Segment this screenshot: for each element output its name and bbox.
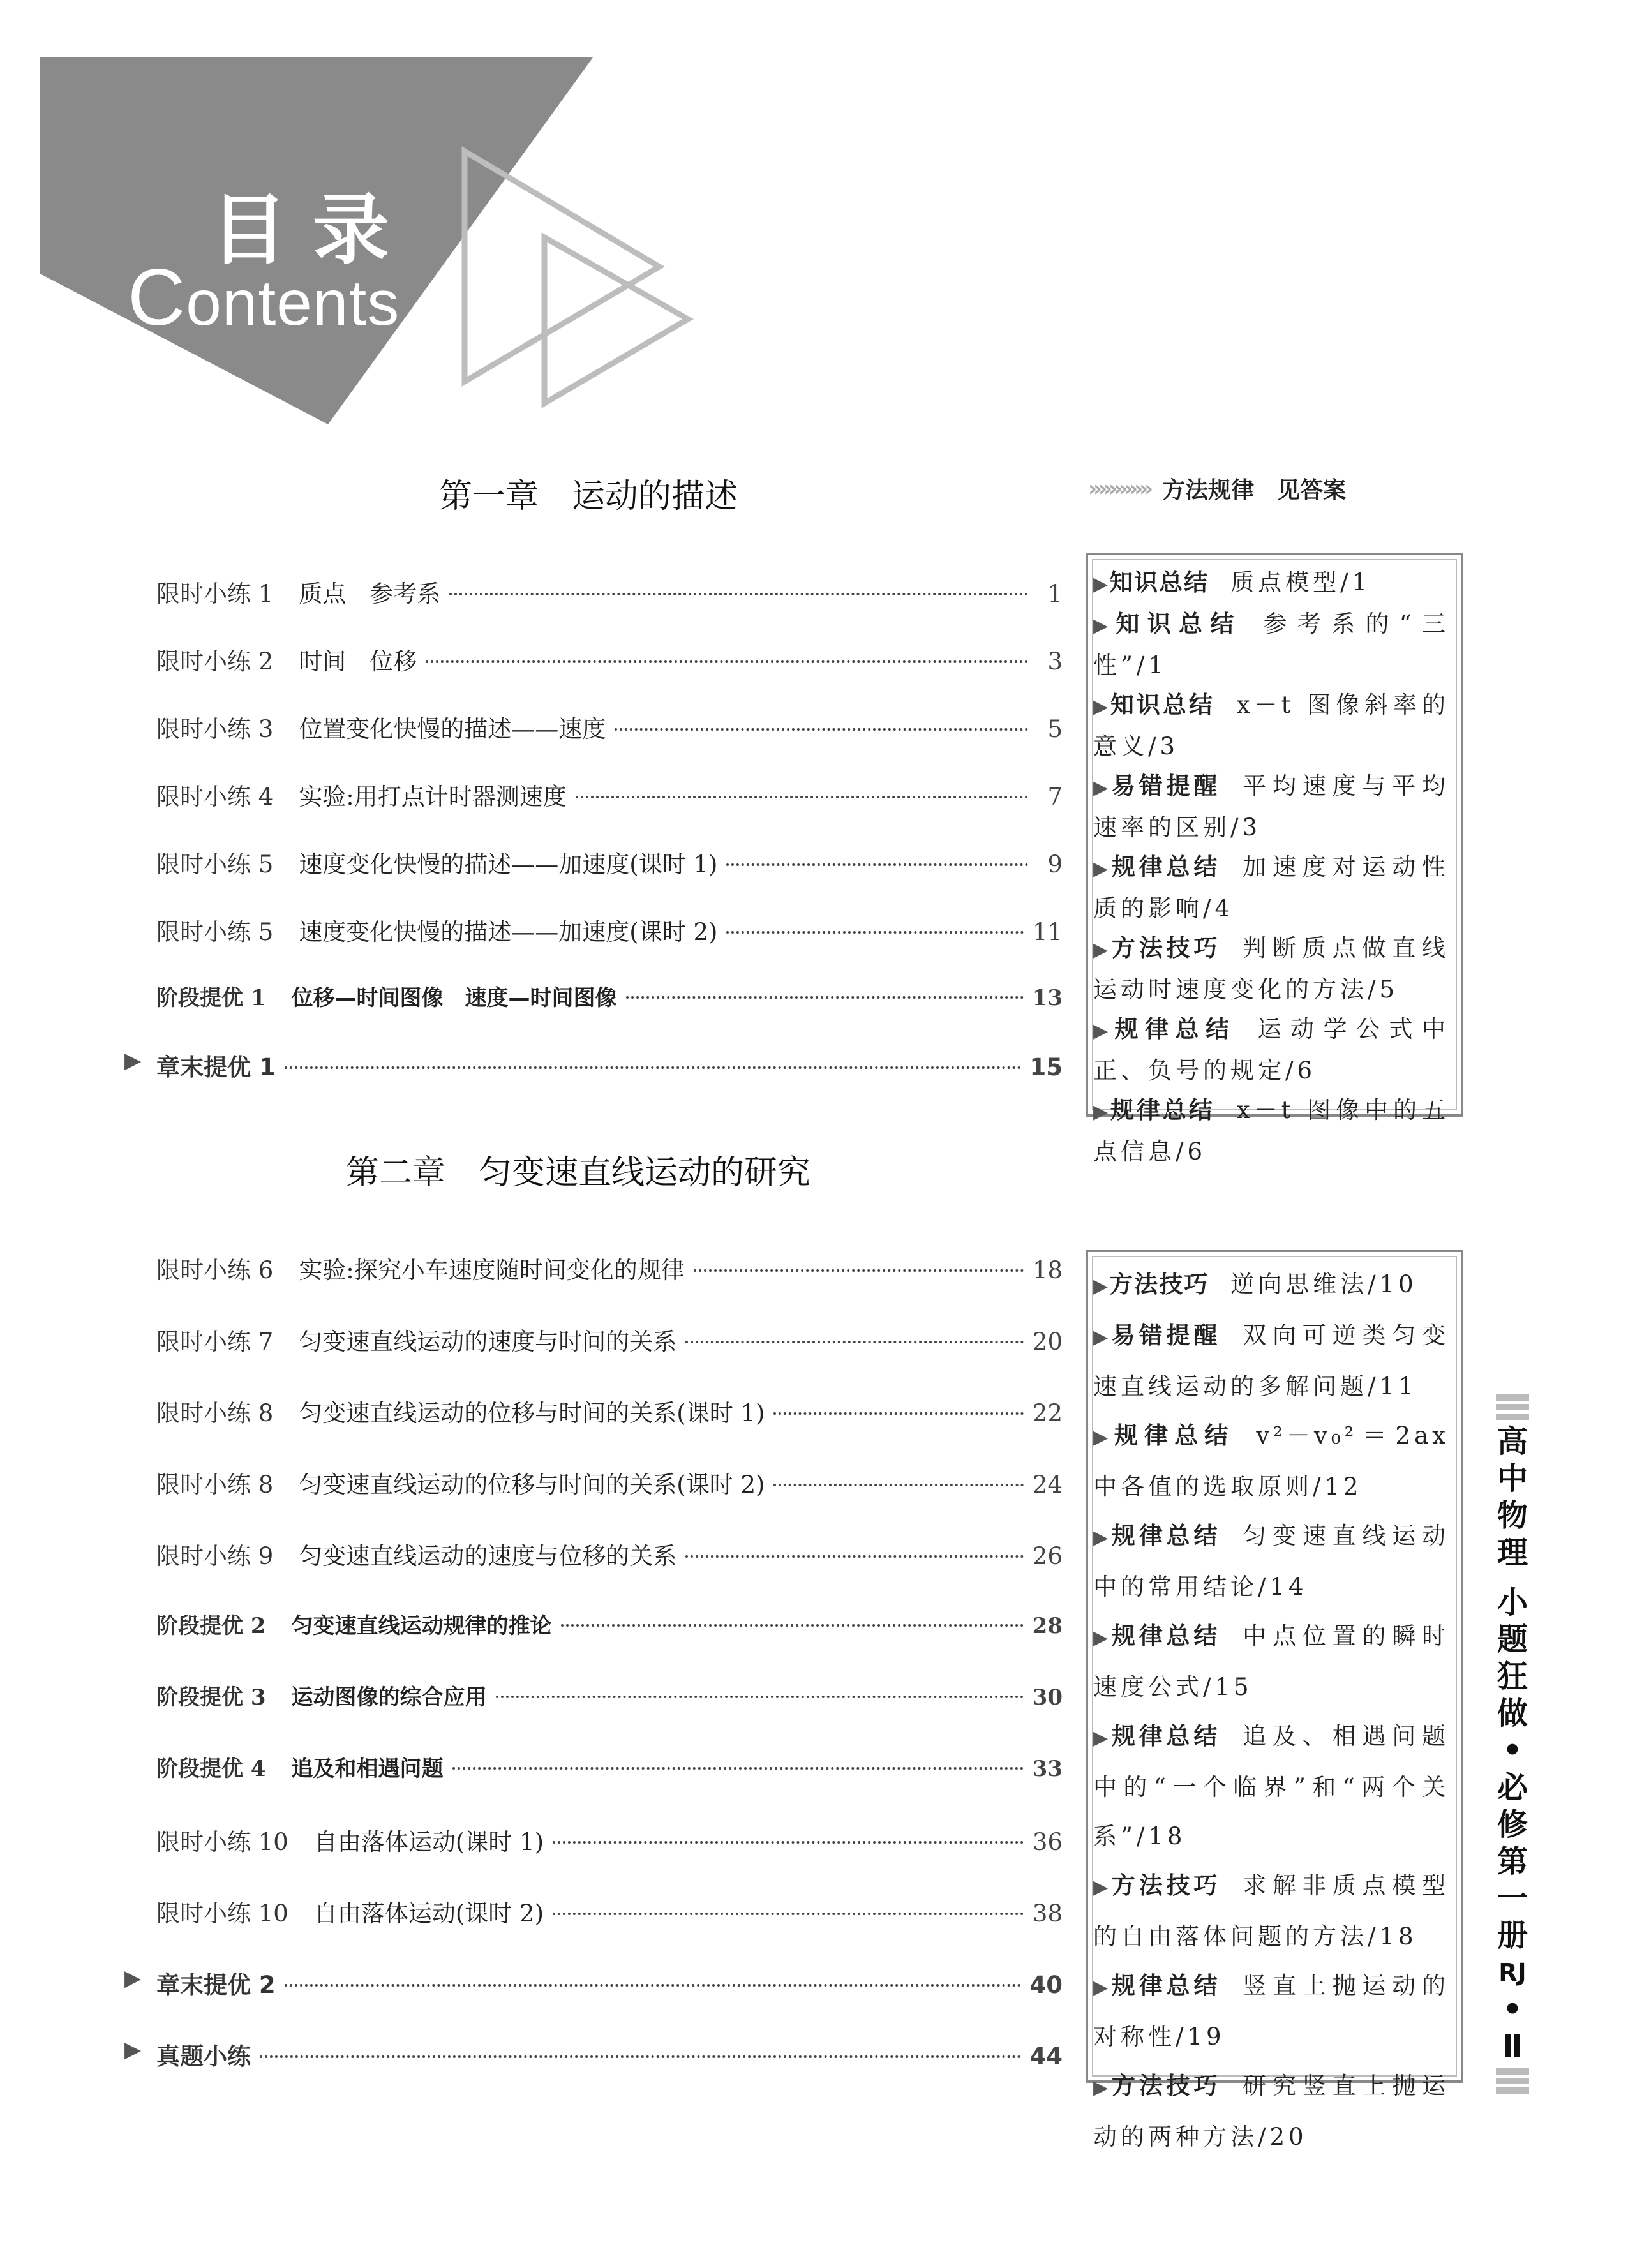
toc-entry[interactable]	[156, 845, 1063, 879]
toc-label: 章末提优 1	[156, 1054, 276, 1081]
note-item	[1093, 604, 1449, 685]
note-text: 中点位置的瞬时速度公式/15	[1093, 1622, 1450, 1701]
toc-entry[interactable]	[156, 1680, 1063, 1711]
toc-entry[interactable]	[156, 1751, 1063, 1782]
decor-bars	[1496, 1391, 1529, 1423]
leader-dots	[452, 1767, 1024, 1770]
triangle-icon: ▶	[1093, 1627, 1110, 1649]
toc-page: 38	[1032, 1900, 1063, 1927]
toc-entry[interactable]	[156, 1537, 1063, 1571]
triangle-icon: ▶	[1093, 2077, 1110, 2099]
toc-label: 阶段提优 4	[156, 1756, 266, 1782]
note-item	[1093, 1260, 1449, 1311]
toc-page: 33	[1032, 1756, 1063, 1782]
toc-label: 限时小练 8	[156, 1399, 274, 1427]
note-kind: 知识总结	[1110, 691, 1215, 719]
toc-title: 匀变速直线运动规律的推论	[291, 1613, 552, 1639]
toc-entry[interactable]	[124, 2037, 1063, 2071]
side-label-char: 做	[1497, 1696, 1528, 1731]
leader-dots	[260, 2055, 1021, 2058]
note-item	[1093, 1712, 1449, 1861]
side-label-char: 必	[1497, 1770, 1528, 1805]
toc-label: 阶段提优 1	[156, 985, 266, 1011]
toc-entry[interactable]	[156, 1465, 1063, 1500]
note-item	[1093, 1411, 1449, 1511]
toc-entry[interactable]	[156, 1894, 1063, 1929]
toc-page: 26	[1032, 1542, 1063, 1570]
toc-title: 速度变化快慢的描述——加速度(课时 1)	[299, 851, 718, 878]
note-text: x－t 图像中的五点信息/6	[1093, 1096, 1450, 1165]
toc-title: 匀变速直线运动的速度与位移的关系	[299, 1542, 677, 1570]
toc-label: 限时小练 5	[156, 851, 274, 878]
toc-title: 匀变速直线运动的位移与时间的关系(课时 1)	[299, 1399, 765, 1427]
toc-page: 7	[1047, 783, 1063, 810]
note-text: 判断质点做直线运动时速度变化的方法/5	[1093, 934, 1450, 1003]
leader-dots	[496, 1696, 1024, 1698]
side-label-char: 狂	[1497, 1659, 1528, 1694]
leader-dots	[553, 1913, 1024, 1915]
toc-label: 限时小练 10	[156, 1900, 288, 1927]
decor-bars	[1496, 2065, 1529, 2097]
toc-label: 限时小练 3	[156, 715, 274, 743]
triangle-icon: ▶	[1093, 939, 1110, 961]
toc-entry[interactable]	[156, 1823, 1063, 1857]
triangle-icon: ▶	[124, 1048, 142, 1073]
note-text: 双向可逆类匀变速直线运动的多解问题/11	[1093, 1322, 1450, 1400]
toc-label: 阶段提优 3	[156, 1685, 266, 1710]
answer-note: ›››››››››››› 方法规律 见答案	[1088, 475, 1347, 504]
triangle-icon: ▶	[1093, 1326, 1110, 1348]
note-kind: 规律总结	[1111, 853, 1221, 881]
note-kind: 规律总结	[1111, 1722, 1221, 1750]
toc-page: 9	[1047, 851, 1063, 878]
note-kind: 易错提醒	[1111, 1322, 1221, 1349]
leader-dots	[726, 931, 1023, 934]
triangle-icon: ▶	[1093, 573, 1109, 595]
toc-entry[interactable]	[156, 642, 1063, 676]
toc-entry[interactable]	[124, 1048, 1063, 1082]
page-subtitle: Contents	[128, 253, 400, 342]
toc-page: 30	[1032, 1685, 1063, 1710]
side-label-char: •	[1502, 1733, 1523, 1768]
chapter-2-title: 第二章 匀变速直线运动的研究	[346, 1154, 811, 1192]
side-label-char: 小	[1497, 1585, 1528, 1620]
triangle-icon: ▶	[1093, 777, 1110, 799]
toc-entry[interactable]	[124, 1966, 1063, 2000]
note-kind: 易错提醒	[1111, 772, 1221, 800]
chapter-1-title: 第一章 运动的描述	[439, 477, 738, 516]
toc-label: 限时小练 10	[156, 1828, 288, 1856]
note-text: 追及、相遇问题中的“一个临界”和“两个关系”/18	[1093, 1722, 1450, 1850]
toc-entry[interactable]	[156, 574, 1063, 609]
toc-entry[interactable]	[156, 913, 1063, 947]
toc-page: 5	[1047, 715, 1063, 743]
note-kind: 规律总结	[1111, 1972, 1221, 1999]
leader-dots	[285, 1984, 1021, 1987]
note-text: 竖直上抛运动的对称性/19	[1093, 1972, 1450, 2050]
note-kind: 规律总结	[1114, 1422, 1235, 1449]
toc-page: 13	[1032, 985, 1063, 1011]
side-label-char: 题	[1497, 1622, 1528, 1657]
toc-title: 速度变化快慢的描述——加速度(课时 2)	[299, 918, 718, 946]
book-side-label	[1487, 1391, 1538, 2097]
note-text: 逆向思维法/10	[1230, 1271, 1417, 1298]
note-kind: 方法技巧	[1109, 1271, 1209, 1298]
toc-entry[interactable]	[156, 1251, 1063, 1285]
note-kind: 方法技巧	[1111, 2072, 1221, 2100]
triangle-icon: ▶	[124, 1966, 142, 1991]
toc-title: 位移—时间图像 速度—时间图像	[291, 985, 617, 1011]
toc-label: 限时小练 2	[156, 648, 274, 675]
toc-title: 时间 位移	[299, 648, 417, 675]
note-kind: 方法技巧	[1111, 1872, 1221, 1899]
toc-page: 36	[1032, 1828, 1063, 1856]
triangle-icon: ▶	[1093, 1426, 1114, 1449]
toc-title: 实验:探究小车速度随时间变化的规律	[299, 1257, 685, 1284]
note-kind: 规律总结	[1111, 1522, 1221, 1549]
side-label-char: 第	[1497, 1844, 1528, 1879]
note-text: v²－v₀²＝2ax 中各值的选取原则/12	[1093, 1422, 1449, 1500]
triangle-icon: ▶	[1093, 1020, 1114, 1042]
leader-dots	[685, 1555, 1024, 1558]
toc-entry[interactable]	[156, 1394, 1063, 1428]
leader-dots	[449, 593, 1028, 595]
side-label-char: 理	[1497, 1535, 1528, 1570]
leader-dots	[685, 1341, 1024, 1343]
side-label-char: Ⅱ	[1502, 2029, 1523, 2064]
leader-dots	[773, 1412, 1023, 1415]
leader-dots	[615, 728, 1028, 731]
toc-page: 24	[1032, 1471, 1063, 1498]
leader-dots	[426, 660, 1028, 663]
toc-entry[interactable]	[156, 980, 1063, 1011]
toc-title: 实验:用打点计时器测速度	[299, 783, 567, 810]
leader-dots	[626, 996, 1024, 999]
note-kind: 规律总结	[1110, 1096, 1215, 1124]
note-kind: 规律总结	[1111, 1622, 1221, 1650]
note-item	[1093, 1311, 1449, 1411]
note-text: 加速度对运动性质的影响/4	[1093, 853, 1450, 922]
note-item	[1093, 685, 1449, 766]
side-label-char: 册	[1497, 1918, 1528, 1953]
toc-entry[interactable]	[156, 1608, 1063, 1639]
leader-dots	[694, 1269, 1024, 1272]
toc-label: 阶段提优 2	[156, 1613, 266, 1639]
toc-title: 匀变速直线运动的速度与时间的关系	[299, 1328, 677, 1355]
toc-page: 28	[1032, 1613, 1063, 1639]
toc-label: 限时小练 9	[156, 1542, 274, 1570]
toc-label: 真题小练	[156, 2043, 251, 2070]
leader-dots	[285, 1066, 1021, 1069]
side-label-char: 修	[1497, 1807, 1528, 1842]
note-text: x－t 图像斜率的意义/3	[1093, 691, 1450, 760]
toc-label: 限时小练 5	[156, 918, 274, 946]
side-label-char: 一	[1497, 1881, 1528, 1916]
triangle-icon: ▶	[1093, 1876, 1110, 1899]
note-item	[1093, 1961, 1449, 2061]
side-label-char: •	[1502, 1992, 1523, 2027]
note-item	[1093, 847, 1449, 929]
note-item	[1093, 766, 1449, 847]
note-text: 平均速度与平均速率的区别/3	[1093, 772, 1450, 841]
toc-title: 质点 参考系	[299, 580, 441, 608]
note-item	[1093, 1611, 1449, 1712]
triangle-icon: ▶	[1093, 1101, 1110, 1123]
triangle-icon: ▶	[1093, 1526, 1110, 1549]
note-text: 匀变速直线运动中的常用结论/14	[1093, 1522, 1450, 1600]
note-text: 运动学公式中正、负号的规定/6	[1093, 1015, 1450, 1084]
chevron-icon: ››››››››››››	[1088, 475, 1150, 502]
toc-title: 匀变速直线运动的位移与时间的关系(课时 2)	[299, 1471, 765, 1498]
side-label-char: 物	[1497, 1498, 1528, 1533]
toc-page: 11	[1032, 918, 1063, 946]
note-item	[1093, 929, 1449, 1010]
toc-label: 限时小练 8	[156, 1471, 274, 1498]
note-item	[1093, 2061, 1449, 2161]
triangle-icon: ▶	[1093, 1727, 1110, 1749]
toc-label: 限时小练 7	[156, 1328, 274, 1355]
toc-title: 追及和相遇问题	[291, 1756, 444, 1782]
toc-label: 章末提优 2	[156, 1971, 276, 1999]
note-item	[1093, 563, 1449, 604]
leader-dots	[553, 1841, 1024, 1844]
note-kind: 知识总结	[1109, 569, 1209, 596]
note-text: 参考系的“三性”/1	[1093, 610, 1449, 679]
triangle-icon: ▶	[1093, 858, 1110, 880]
triangle-icon: ▶	[1093, 615, 1115, 637]
triangle-icon: ▶	[1093, 1976, 1110, 1999]
note-text: 求解非质点模型的自由落体问题的方法/18	[1093, 1872, 1450, 1950]
side-label-char: RJ	[1498, 1958, 1527, 1987]
toc-entry[interactable]	[156, 777, 1063, 812]
note-item	[1093, 1010, 1449, 1091]
toc-entry[interactable]	[156, 1322, 1063, 1357]
toc-page: 3	[1047, 648, 1063, 675]
side-label-char: 高	[1497, 1424, 1528, 1459]
page-title: 目录	[211, 186, 415, 275]
note-text: 研究竖直上抛运动的两种方法/20	[1093, 2072, 1450, 2151]
toc-label: 限时小练 4	[156, 783, 274, 810]
toc-page: 18	[1032, 1257, 1063, 1284]
leader-dots	[726, 863, 1028, 866]
note-item	[1093, 1091, 1449, 1172]
toc-page: 20	[1032, 1328, 1063, 1355]
toc-entry[interactable]	[156, 710, 1063, 744]
note-item	[1093, 1511, 1449, 1611]
leader-dots	[576, 796, 1028, 798]
toc-title: 自由落体运动(课时 1)	[313, 1828, 544, 1856]
chapter-2-notes-box	[1086, 1250, 1463, 2151]
toc-page: 15	[1029, 1054, 1063, 1081]
triangle-icon: ▶	[1093, 696, 1110, 718]
chapter-1-notes-box	[1086, 553, 1463, 1165]
toc-page: 40	[1029, 1971, 1063, 1999]
side-label-char: 中	[1497, 1461, 1528, 1496]
toc-label: 限时小练 6	[156, 1257, 274, 1284]
toc-title: 位置变化快慢的描述——速度	[299, 715, 606, 743]
toc-page: 44	[1029, 2043, 1063, 2070]
leader-dots	[773, 1484, 1023, 1486]
note-text: 质点模型/1	[1230, 569, 1371, 596]
toc-title: 运动图像的综合应用	[291, 1685, 487, 1710]
toc-label: 限时小练 1	[156, 580, 274, 608]
toc-page: 22	[1032, 1399, 1063, 1427]
toc-title: 自由落体运动(课时 2)	[313, 1900, 544, 1927]
triangle-icon: ▶	[1093, 1275, 1109, 1297]
toc-page: 1	[1047, 580, 1063, 608]
note-item	[1093, 1861, 1449, 1961]
triangle-icon: ▶	[124, 2037, 142, 2063]
note-kind: 规律总结	[1114, 1015, 1236, 1043]
leader-dots	[561, 1624, 1024, 1627]
note-kind: 方法技巧	[1111, 934, 1221, 962]
note-kind: 知识总结	[1116, 610, 1242, 638]
